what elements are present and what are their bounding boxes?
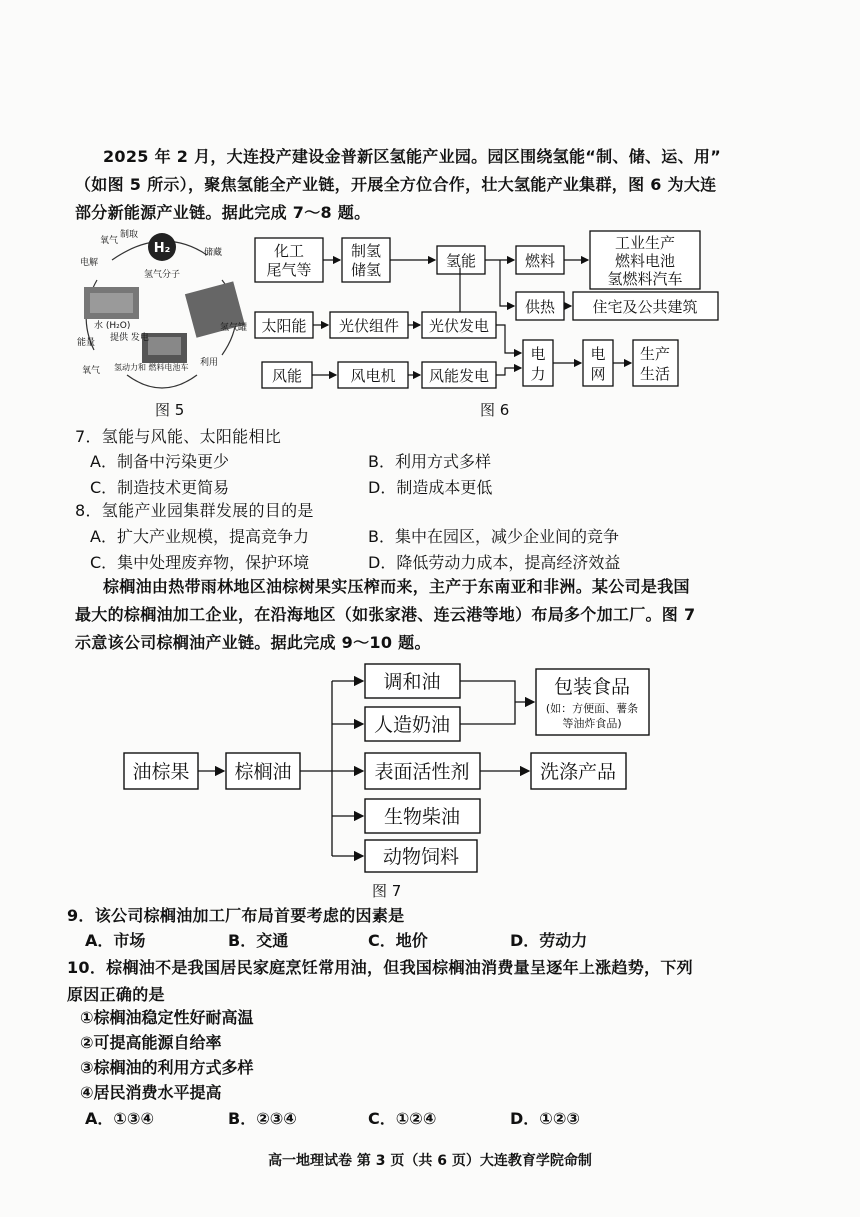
q9-option-a[interactable]: A．市场: [85, 931, 146, 950]
fig5-caption: 图 5: [155, 401, 185, 419]
q10-statement-4: ④居民消费水平提高: [80, 1083, 222, 1102]
q9-option-c[interactable]: C．地价: [368, 931, 428, 950]
fig6-pv-power: 光伏发电: [428, 317, 490, 335]
fig5-center: H₂: [153, 241, 171, 256]
figure-5-svg: [72, 225, 252, 405]
fig7-blend: 调和油: [383, 671, 441, 693]
fig6-chem-1: 化工: [273, 242, 305, 260]
q10-option-b[interactable]: B．②③④: [228, 1109, 297, 1128]
fig6-hydrogen: 氢能: [445, 252, 477, 270]
intro2-line3: 示意该公司棕榈油产业链。据此完成 9～10 题。: [75, 633, 431, 652]
q10-option-c[interactable]: C．①②④: [368, 1109, 437, 1128]
fig6-life-1: 生产: [639, 345, 671, 363]
q10-statement-1: ①棕榈油稳定性好耐高温: [80, 1008, 254, 1027]
q10-option-a[interactable]: A．①③④: [85, 1109, 155, 1128]
fig7-packaged: 包装食品: [553, 676, 631, 698]
figure-5: [72, 225, 252, 405]
intro1-line1: 2025 年 2 月，大连投产建设金普新区氢能产业园。园区围绕氢能“制、储、运、用”: [103, 147, 722, 166]
fig5-electrolysis: 电解: [80, 258, 99, 268]
fig5-oxygen2: 氧气: [82, 366, 101, 376]
fig6-caption: 图 6: [480, 401, 510, 419]
q10-stem-line1: 10．棕榈油不是我国居民家庭烹饪常用油，但我国棕榈油消费量呈逐年上涨趋势，下列: [67, 958, 693, 977]
fig6-fuel-use-3: 氢燃料汽车: [607, 270, 683, 288]
fig6-fuel-use-2: 燃料电池: [614, 252, 676, 270]
q9-option-d[interactable]: D．劳动力: [510, 931, 588, 950]
figure-7: [120, 660, 660, 880]
fig7-detergent: 洗涤产品: [539, 761, 617, 783]
fig6-grid-1: 电: [590, 345, 606, 363]
q9-option-b[interactable]: B．交通: [228, 931, 289, 950]
q8-option-d[interactable]: D．降低劳动力成本，提高经济效益: [368, 553, 621, 572]
fig5-use: 利用: [200, 358, 219, 368]
fig7-packaged-note1: (如：方便面、薯条: [545, 702, 639, 715]
page-footer: 高一地理试卷 第 3 页（共 6 页）大连教育学院命制: [268, 1153, 592, 1169]
fig5-energy: 能量: [77, 338, 96, 348]
fig7-feed: 动物饲料: [382, 846, 460, 868]
fig5-water: 水 (H₂O): [94, 321, 131, 331]
fig5-fuel-power: 提供 发电: [110, 333, 149, 343]
fig6-wind: 风能: [271, 367, 303, 385]
intro1-line2: （如图 5 所示），聚焦氢能全产业链，开展全方位合作，壮大氢能产业集群，图 6 为大连: [75, 175, 717, 194]
fig5-molecule: 氢气分子: [143, 270, 181, 280]
q10-statement-3: ③棕榈油的利用方式多样: [80, 1058, 254, 1077]
fig7-caption: 图 7: [372, 882, 402, 900]
fig6-grid-2: 网: [590, 365, 606, 383]
fig7-margarine: 人造奶油: [373, 714, 451, 736]
fig6-solar: 太阳能: [261, 317, 307, 335]
fig6-fuel-use-1: 工业生产: [614, 234, 676, 252]
q9-stem: 9．该公司棕榈油加工厂布局首要考虑的因素是: [67, 906, 405, 925]
q8-option-a[interactable]: A．扩大产业规模，提高竞争力: [90, 527, 309, 546]
q10-stem-line2: 原因正确的是: [67, 985, 165, 1004]
q7-stem: 7．氢能与风能、太阳能相比: [75, 427, 282, 446]
fig7-biodiesel: 生物柴油: [383, 806, 461, 828]
intro2-line2: 最大的棕榈油加工企业，在沿海地区（如张家港、连云港等地）布局多个加工厂。图 7: [75, 605, 696, 624]
q10-option-d[interactable]: D．①②③: [510, 1109, 580, 1128]
q10-statement-2: ②可提高能源自给率: [80, 1033, 222, 1052]
q8-stem: 8．氢能产业园集群发展的目的是: [75, 501, 314, 520]
fig6-buildings: 住宅及公共建筑: [592, 298, 698, 316]
fig6-fuel: 燃料: [524, 252, 556, 270]
fig6-pv-module: 光伏组件: [338, 317, 400, 335]
fig6-power-2: 力: [530, 365, 546, 383]
intro2-line1: 棕榈油由热带雨林地区油棕树果实压榨而来，主产于东南亚和非洲。某公司是我国: [103, 577, 690, 596]
fig6-make-1: 制氢: [350, 242, 382, 260]
fig5-car: 氢动力和 燃料电池车: [114, 363, 189, 372]
q8-option-b[interactable]: B．集中在园区，减少企业间的竞争: [368, 527, 619, 546]
q8-option-c[interactable]: C．集中处理废弃物，保护环境: [90, 553, 310, 572]
fig6-heat: 供热: [524, 298, 556, 316]
figure-6: [250, 228, 720, 398]
q7-option-a[interactable]: A．制备中污染更少: [90, 452, 229, 471]
fig5-tank: 氢气罐: [220, 323, 248, 333]
fig6-chem-2: 尾气等: [266, 261, 312, 279]
fig6-turbine: 风电机: [350, 367, 396, 385]
q7-option-c[interactable]: C．制造技术更简易: [90, 478, 230, 497]
q7-option-d[interactable]: D．制造成本更低: [368, 478, 493, 497]
fig5-oxygen1: 氧气: [100, 236, 119, 246]
fig5-store: 储藏: [204, 248, 223, 258]
q7-option-b[interactable]: B．利用方式多样: [368, 452, 491, 471]
fig7-palm-oil: 棕榈油: [234, 761, 292, 783]
figure-7-svg: [120, 660, 660, 880]
fig7-fruit: 油棕果: [132, 761, 190, 783]
fig6-wind-power: 风能发电: [428, 367, 490, 385]
intro1-line3: 部分新能源产业链。据此完成 7～8 题。: [75, 203, 371, 222]
figure-6-svg: [250, 228, 720, 398]
fig6-power-1: 电: [530, 345, 546, 363]
fig7-packaged-note2: 等油炸食品): [562, 717, 622, 730]
fig5-produce: 制取: [120, 230, 139, 240]
fig6-make-2: 储氢: [350, 261, 382, 279]
fig7-surfactant: 表面活性剂: [374, 761, 470, 783]
fig6-life-2: 生活: [639, 365, 671, 383]
